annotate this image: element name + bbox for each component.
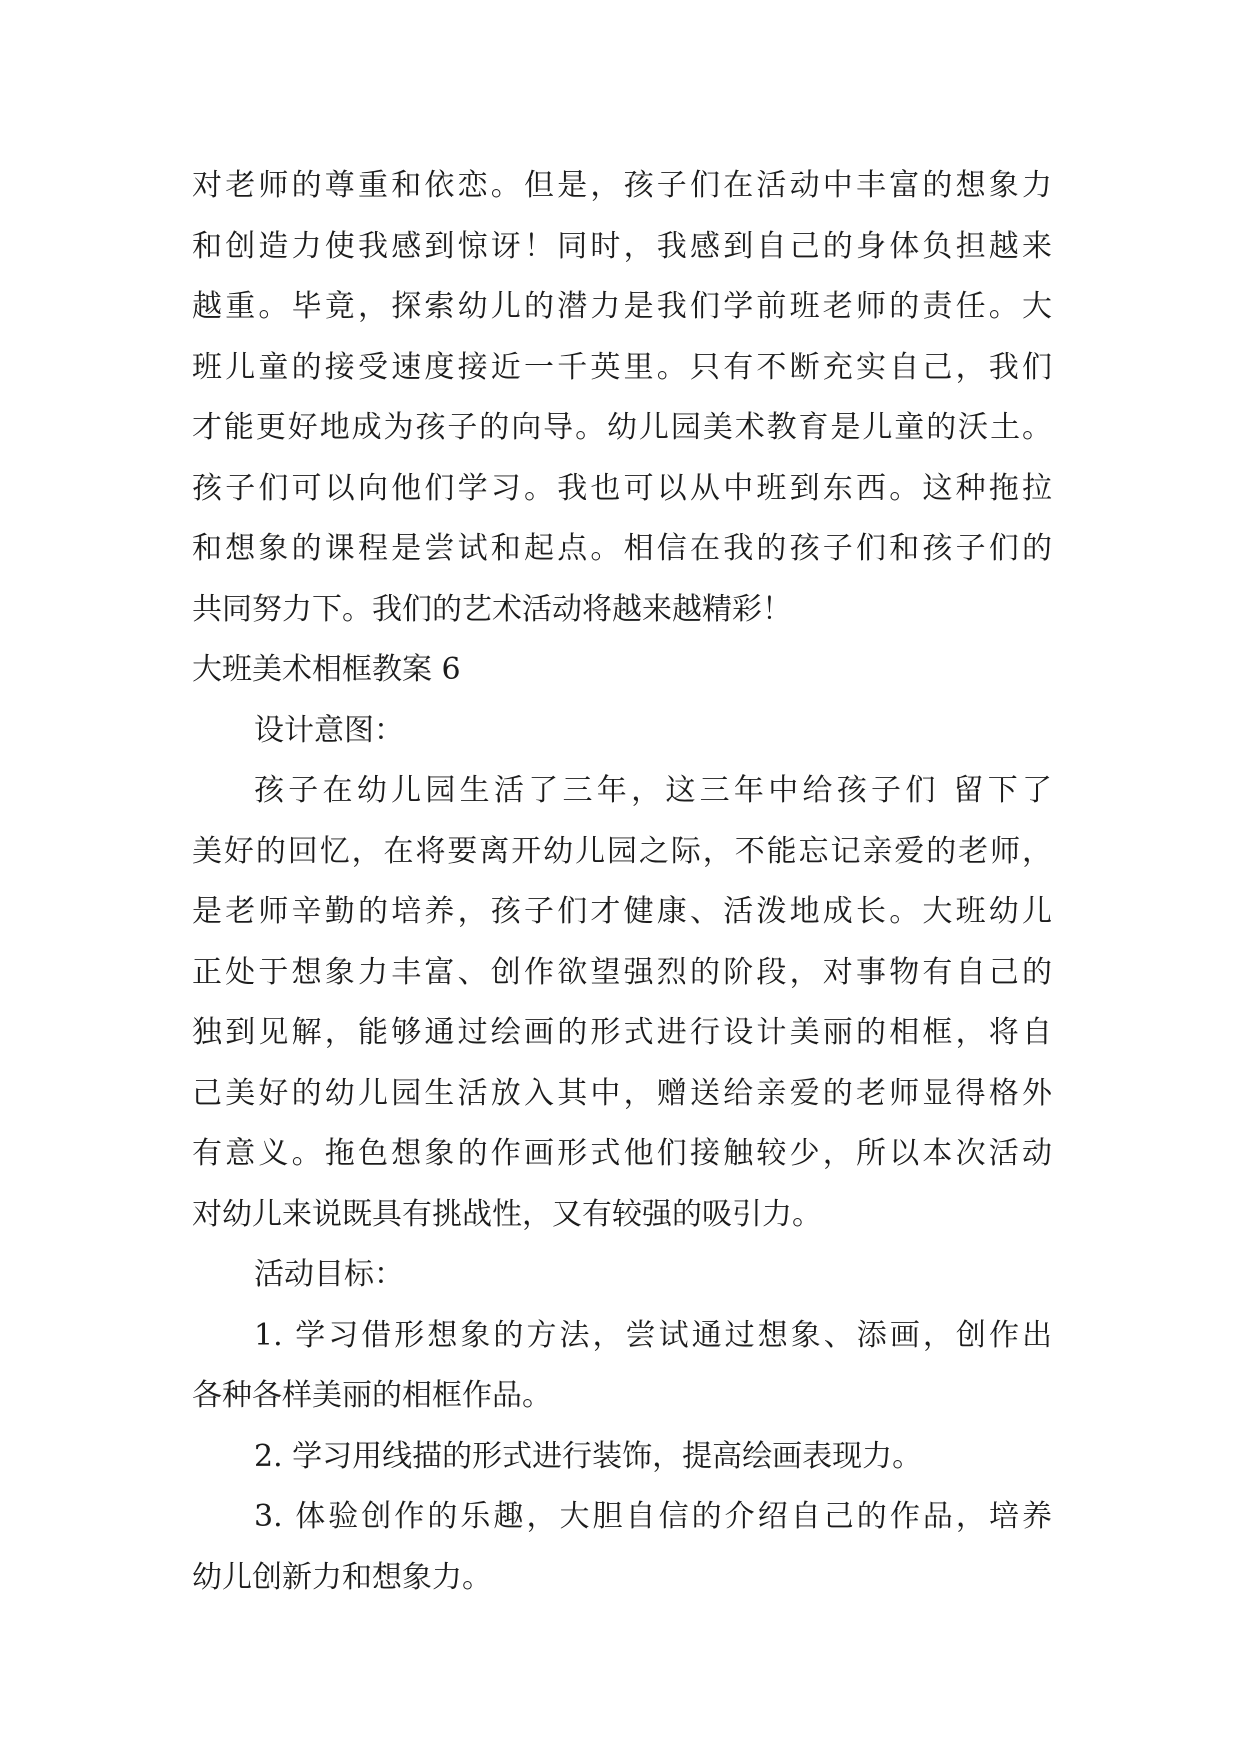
text-line: 3. 体验创作的乐趣，大胆自信的介绍自己的作品，培养 bbox=[254, 1499, 1052, 1534]
activity-goals-label: 活动目标： bbox=[254, 1257, 404, 1292]
text-line: 各种各样美丽的相框作品。 bbox=[192, 1378, 552, 1413]
text-line: 孩子们可以向他们学习。我也可以从中班到东西。这种拖拉 bbox=[192, 470, 1052, 506]
document-page bbox=[192, 156, 1052, 1608]
text-line: 和想象的课程是尝试和起点。相信在我的孩子们和孩子们的 bbox=[192, 531, 1052, 566]
goal-item-2 bbox=[192, 1427, 1052, 1488]
text-line: 独到见解，能够通过绘画的形式进行设计美丽的相框，将自 bbox=[192, 1015, 1052, 1050]
text-line: 美好的回忆，在将要离开幼儿园之际，不能忘记亲爱的老师， bbox=[192, 833, 1052, 869]
text-line: 是老师辛勤的培养，孩子们才健康、活泼地成长。大班幼儿 bbox=[192, 894, 1052, 929]
text-line: 对幼儿来说既具有挑战性，又有较强的吸引力。 bbox=[192, 1196, 822, 1232]
text-line: 幼儿创新力和想象力。 bbox=[192, 1559, 492, 1595]
text-line: 班儿童的接受速度接近一千英里。只有不断充实自己，我们 bbox=[192, 349, 1052, 385]
goal-item-1 bbox=[192, 1306, 1052, 1427]
paragraph-continuation bbox=[192, 156, 1052, 640]
text-line: 才能更好地成为孩子的向导。幼儿园美术教育是儿童的沃土。 bbox=[192, 410, 1052, 445]
text-line: 越重。毕竟，探索幼儿的潜力是我们学前班老师的责任。大 bbox=[192, 289, 1052, 324]
text-line: 孩子在幼儿园生活了三年，这三年中给孩子们 留下了 bbox=[254, 773, 1052, 808]
section-title: 大班美术相框教案 6 bbox=[192, 652, 461, 687]
goal-item-3 bbox=[192, 1487, 1052, 1608]
text-line: 对老师的尊重和依恋。但是，孩子们在活动中丰富的想象力 bbox=[192, 168, 1052, 203]
design-intent-label: 设计意图： bbox=[254, 712, 404, 748]
text-line: 己美好的幼儿园生活放入其中，赠送给亲爱的老师显得格外 bbox=[192, 1075, 1052, 1111]
design-intent-paragraph bbox=[192, 761, 1052, 1245]
text-line: 和创造力使我感到惊讶！同时，我感到自己的身体负担越来 bbox=[192, 228, 1052, 264]
text-line: 正处于想象力丰富、创作欲望强烈的阶段，对事物有自己的 bbox=[192, 954, 1052, 990]
text-line: 1. 学习借形想象的方法，尝试通过想象、添画，创作出 bbox=[254, 1317, 1052, 1353]
text-line: 2. 学习用线描的形式进行装饰，提高绘画表现力。 bbox=[254, 1438, 923, 1474]
text-line: 有意义。拖色想象的作画形式他们接触较少，所以本次活动 bbox=[192, 1136, 1052, 1171]
text-line: 共同努力下。我们的艺术活动将越来越精彩！ bbox=[192, 591, 792, 627]
